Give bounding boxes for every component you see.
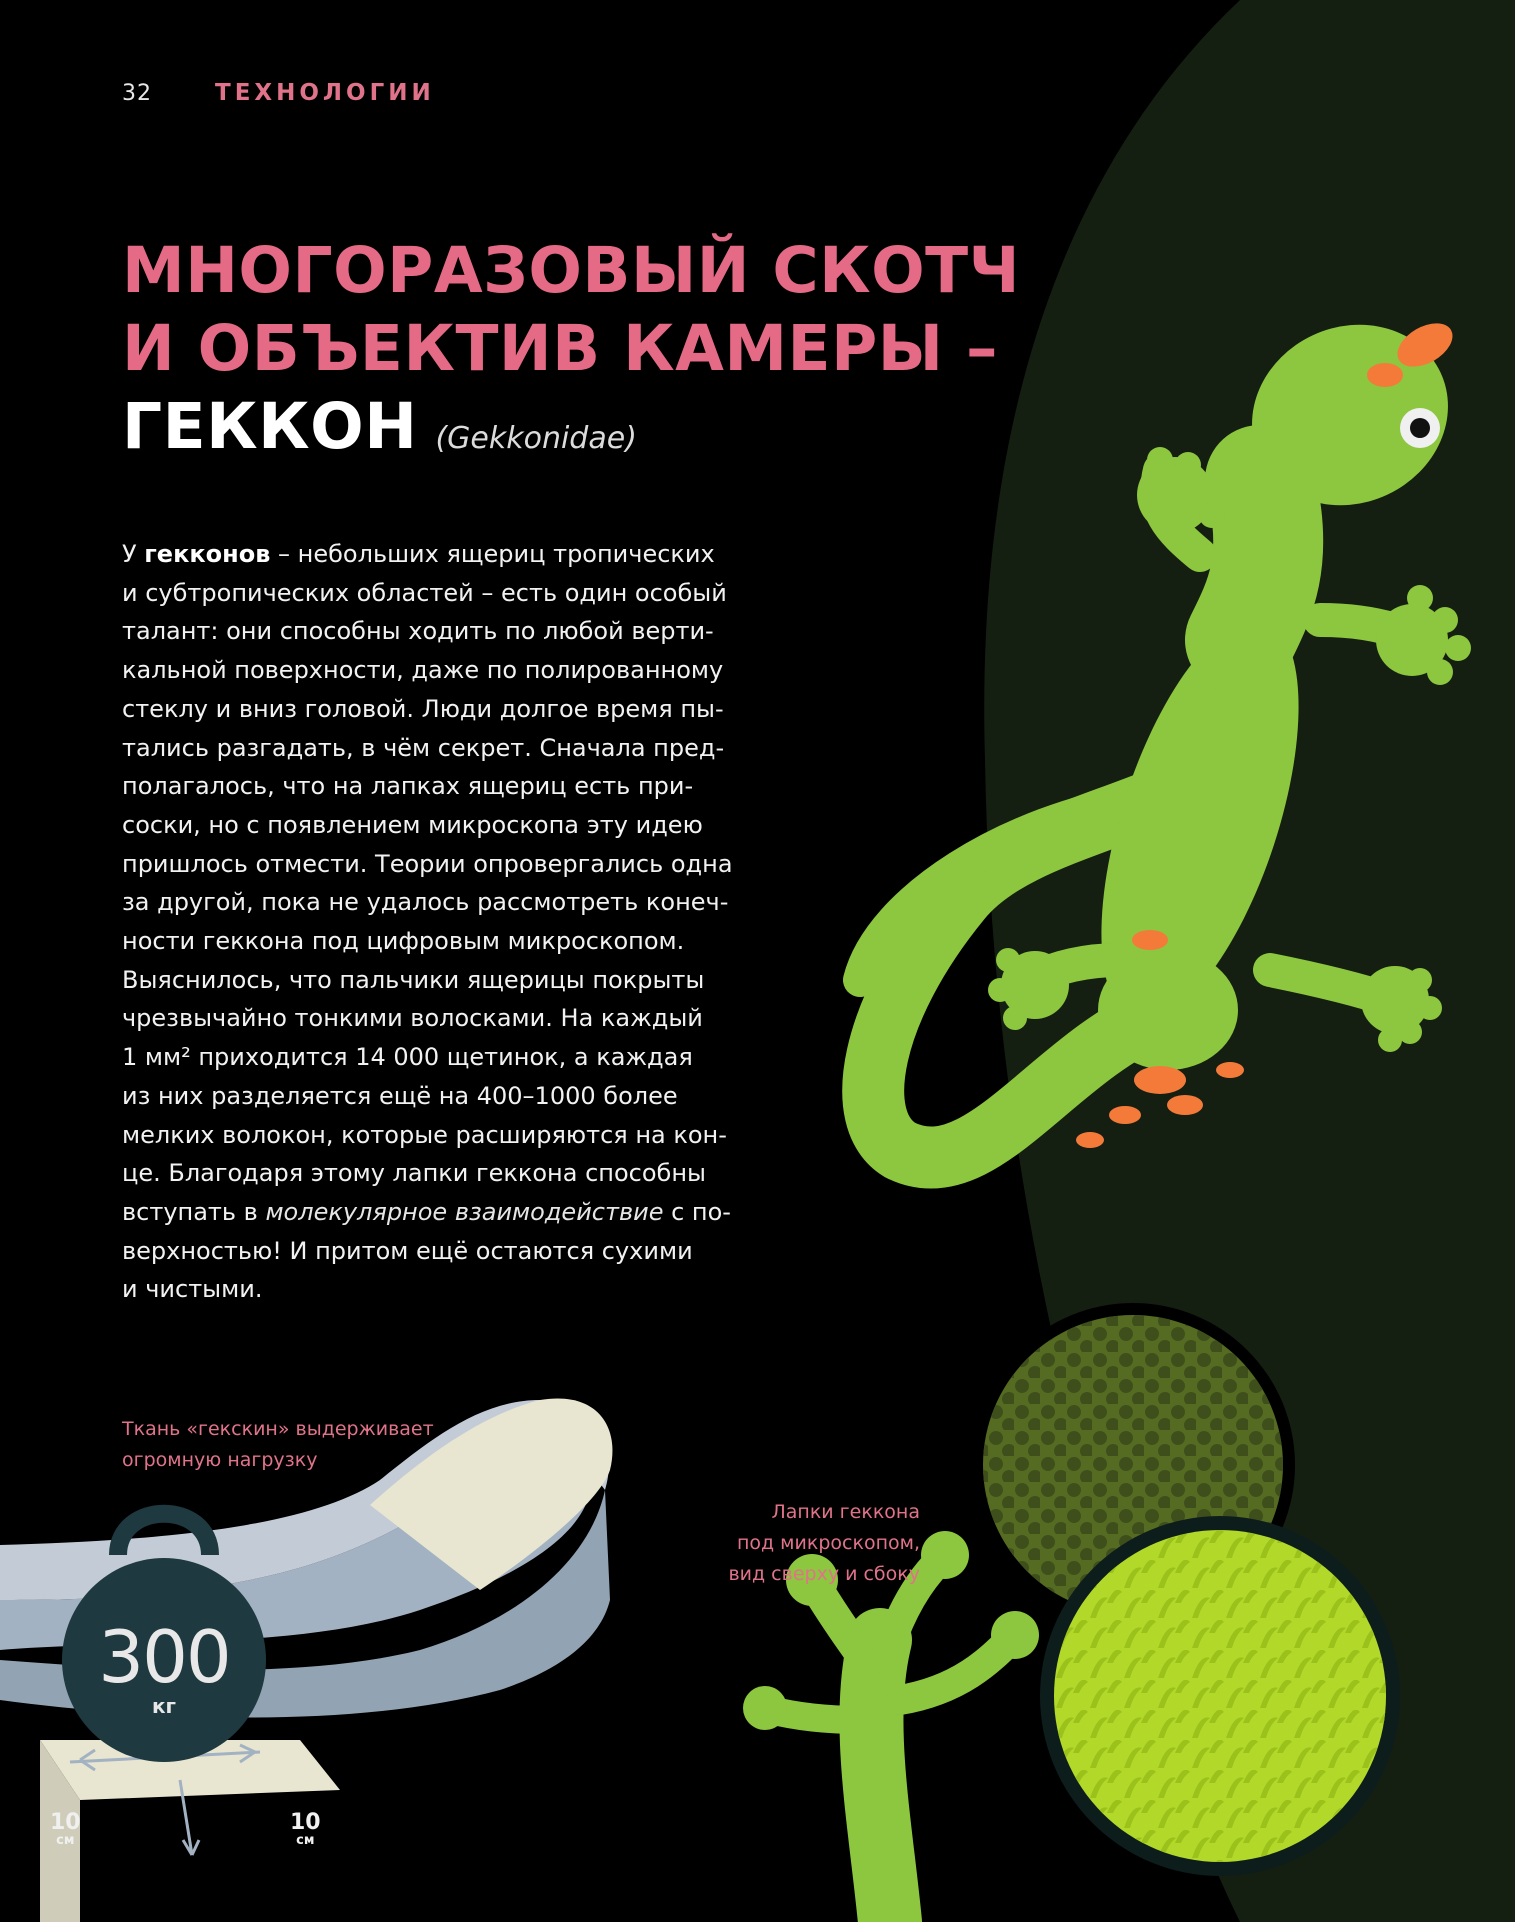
body-line bbox=[122, 535, 822, 574]
body-text-fragment: с по- bbox=[663, 1197, 731, 1226]
body-line: из них разделяется ещё на 400–1000 более bbox=[122, 1081, 678, 1110]
body-line: ности геккона под цифровым микроскопом. bbox=[122, 927, 685, 956]
dimension-value: 10 bbox=[290, 1810, 321, 1835]
weight-label bbox=[60, 1615, 268, 1718]
body-line: и субтропических областей – есть один особый bbox=[122, 578, 727, 607]
body-text-fragment: – небольших ящериц тропических bbox=[270, 540, 715, 568]
dimension-unit: см bbox=[296, 1833, 315, 1848]
weight-unit: кг bbox=[151, 1694, 177, 1718]
body-line: и чистыми. bbox=[122, 1275, 263, 1304]
body-line: соски, но с появлением микроскопа эту идею bbox=[122, 810, 703, 839]
body-line: полагалось, что на лапках ящериц есть при- bbox=[122, 772, 694, 801]
page-header bbox=[122, 80, 435, 106]
body-line: мелких волокон, которые расширяются на кон- bbox=[122, 1120, 727, 1149]
weight-value: 300 bbox=[98, 1615, 230, 1699]
body-italic-term: молекулярное взаимодействие bbox=[265, 1197, 664, 1226]
dimension-value: 10 bbox=[50, 1810, 81, 1835]
body-line: чрезвычайно тонкими волосками. На каждый bbox=[122, 1004, 703, 1033]
dimension-left bbox=[50, 1812, 81, 1848]
caption-line: вид сверху и сбоку bbox=[728, 1563, 920, 1585]
title-gecko: ГЕККОН bbox=[122, 390, 418, 463]
body-bold-term: гекконов bbox=[144, 540, 271, 568]
fabric-caption bbox=[122, 1414, 434, 1476]
caption-line: Лапки геккона bbox=[771, 1501, 920, 1523]
microscope-caption bbox=[728, 1497, 920, 1590]
caption-line: огромную нагрузку bbox=[122, 1449, 318, 1471]
caption-line: Ткань «гекскин» выдерживает bbox=[122, 1418, 434, 1440]
title-line-2: И ОБЪЕКТИВ КАМЕРЫ – bbox=[122, 312, 998, 385]
body-line: верхностью! И притом ещё остаются сухими bbox=[122, 1236, 693, 1265]
title-line-3 bbox=[122, 388, 1020, 478]
body-line: за другой, пока не удалось рассмотреть конеч- bbox=[122, 888, 729, 917]
body-text-fragment: вступать в bbox=[122, 1197, 266, 1226]
page-number: 32 bbox=[122, 81, 152, 106]
body-line: тались разгадать, в чём секрет. Сначала пред- bbox=[122, 733, 725, 762]
dimension-right bbox=[290, 1812, 321, 1848]
article-title bbox=[122, 232, 1020, 478]
caption-line: под микроскопом, bbox=[736, 1532, 920, 1554]
body-text-fragment: У bbox=[122, 540, 145, 568]
title-latin-name: (Gekkonidae) bbox=[435, 421, 637, 456]
body-line: стеклу и вниз головой. Люди долгое время пы- bbox=[122, 694, 724, 723]
body-line: Выяснилось, что пальчики ящерицы покрыты bbox=[122, 965, 705, 994]
body-line: 1 мм² приходится 14 000 щетинок, а каждая bbox=[122, 1043, 693, 1072]
dimension-unit: см bbox=[56, 1833, 75, 1848]
body-line bbox=[122, 1193, 822, 1232]
body-line: кальной поверхности, даже по полированному bbox=[122, 656, 724, 685]
section-title: ТЕХНОЛОГИИ bbox=[215, 80, 435, 106]
body-line: це. Благодаря этому лапки геккона способны bbox=[122, 1159, 706, 1188]
body-line: талант: они способны ходить по любой верти- bbox=[122, 617, 714, 646]
article-body bbox=[122, 535, 822, 1309]
title-line-1: МНОГОРАЗОВЫЙ СКОТЧ bbox=[122, 234, 1021, 307]
body-line: пришлось отмести. Теории опровергались одна bbox=[122, 849, 733, 878]
